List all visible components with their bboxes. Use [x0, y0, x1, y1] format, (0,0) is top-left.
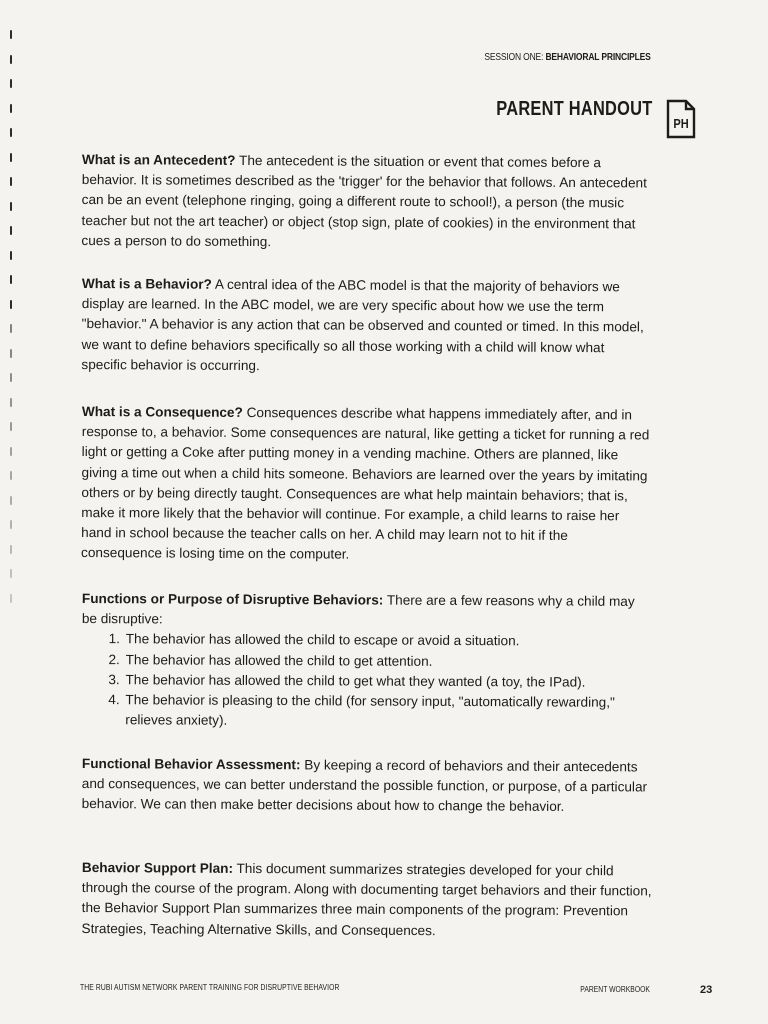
- binding-mark: [10, 594, 12, 603]
- binding-mark: [10, 128, 12, 137]
- list-item: 4. The behavior is pleasing to the child (for sensory input, "automatically rewarding," relieves anxiety).: [123, 690, 651, 733]
- list-item: 3. The behavior has allowed the child to get what they wanted (a toy, the IPad).: [123, 670, 651, 693]
- reasons-list: [81, 629, 652, 733]
- antecedent-text: The antecedent is the situation or event that comes before a behavior. It is sometimes described as the 'trigger' for the behavior that follows. An antecedent can be an event (telephone ringing, going a different route to school!), a person (the music teacher but not the art teacher) or object (stop sign, plate of cookies) in the environment that cues a person to do something.: [81, 152, 647, 249]
- binding-mark: [10, 104, 12, 113]
- binding-mark: [10, 496, 12, 505]
- binding-marks: [10, 30, 18, 610]
- antecedent-term: What is an Antecedent?: [81, 151, 236, 168]
- binding-mark: [10, 422, 12, 431]
- document-icon: [666, 99, 696, 139]
- fba-term: Functional Behavior Assessment:: [81, 755, 301, 773]
- behavior-term: What is a Behavior?: [81, 275, 212, 292]
- consequence-term: What is a Consequence?: [81, 403, 243, 420]
- binding-mark: [10, 251, 12, 260]
- binding-mark: [10, 471, 12, 480]
- section-bsp: [82, 858, 652, 942]
- document-icon-label: PH: [673, 116, 689, 131]
- binding-mark: [10, 153, 12, 162]
- binding-mark: [10, 55, 12, 64]
- behavior-text: A central idea of the ABC model is that the majority of behaviors we display are learned. In the ABC model, we are very specific about how we use the term "behavior." A behavior is any action that can be observed and counted or timed. In this model, we want to define behaviors specifically so all those working with a child will know what specific behavior is occurring.: [81, 276, 644, 373]
- section-fba: [82, 754, 652, 818]
- list-item: 2. The behavior has allowed the child to get attention.: [124, 650, 652, 673]
- binding-mark: [10, 447, 12, 456]
- footer-series-title: THE RUBI AUTISM NETWORK PARENT TRAINING FOR DISRUPTIVE BEHAVIOR: [80, 983, 340, 992]
- session-prefix: SESSION ONE:: [484, 52, 546, 63]
- binding-mark: [10, 398, 12, 407]
- bsp-term: Behavior Support Plan:: [81, 859, 234, 876]
- section-consequence: [81, 402, 652, 567]
- binding-mark: [10, 30, 12, 39]
- binding-mark: [10, 226, 12, 235]
- functions-term: Functions or Purpose of Disruptive Behaviors:: [81, 591, 384, 608]
- binding-mark: [10, 300, 12, 309]
- binding-mark: [10, 545, 12, 554]
- bsp-text: This document summarizes strategies developed for your child through the course of the program. Along with documenting target behaviors and their function, the Behavior Support Plan summarizes three main components of the program: Prevention Strategies, Teaching Alternative Skills, and Consequences.: [81, 860, 652, 938]
- binding-mark: [10, 177, 12, 186]
- binding-mark: [10, 569, 12, 578]
- binding-mark: [10, 373, 12, 382]
- session-header: [485, 52, 651, 63]
- list-item: 1. The behavior has allowed the child to escape or avoid a situation.: [124, 630, 652, 653]
- binding-mark: [10, 79, 12, 88]
- handout-title: PARENT HANDOUT: [495, 98, 652, 120]
- binding-mark: [10, 275, 12, 284]
- section-functions: [81, 589, 652, 733]
- fba-text: By keeping a record of behaviors and their antecedents and consequences, we can better understand the possible function, or purpose, of a particular behavior. We can then make better decisions about how to change the behavior.: [81, 757, 648, 815]
- consequence-text: Consequences describe what happens immediately after, and in response to, a behavior. Some consequences are natural, like getting a ticket for running a red light or getting a Coke after putting money in a vending machine. Others are planned, like giving a time out when a child hits someone. Behaviors are learned over the years by imitating others or by being directly taught. Consequences are what help maintain behaviors; that is, make it more likely that the behavior will continue. For example, a child learns to raise her hand in school because the teacher calls on her. A child may learn not to hit if the consequence is losing time on the computer.: [81, 404, 650, 563]
- binding-mark: [10, 202, 12, 211]
- functions-text: There are a few reasons why a child may be disruptive:: [81, 592, 635, 627]
- binding-mark: [10, 349, 12, 358]
- session-title: BEHAVIORAL PRINCIPLES: [545, 52, 651, 63]
- binding-mark: [10, 520, 12, 529]
- footer-workbook-label: PARENT WORKBOOK: [580, 985, 650, 994]
- binding-mark: [10, 324, 12, 333]
- section-antecedent: [81, 150, 652, 254]
- page-number: 23: [700, 984, 713, 996]
- section-behavior: [81, 274, 652, 378]
